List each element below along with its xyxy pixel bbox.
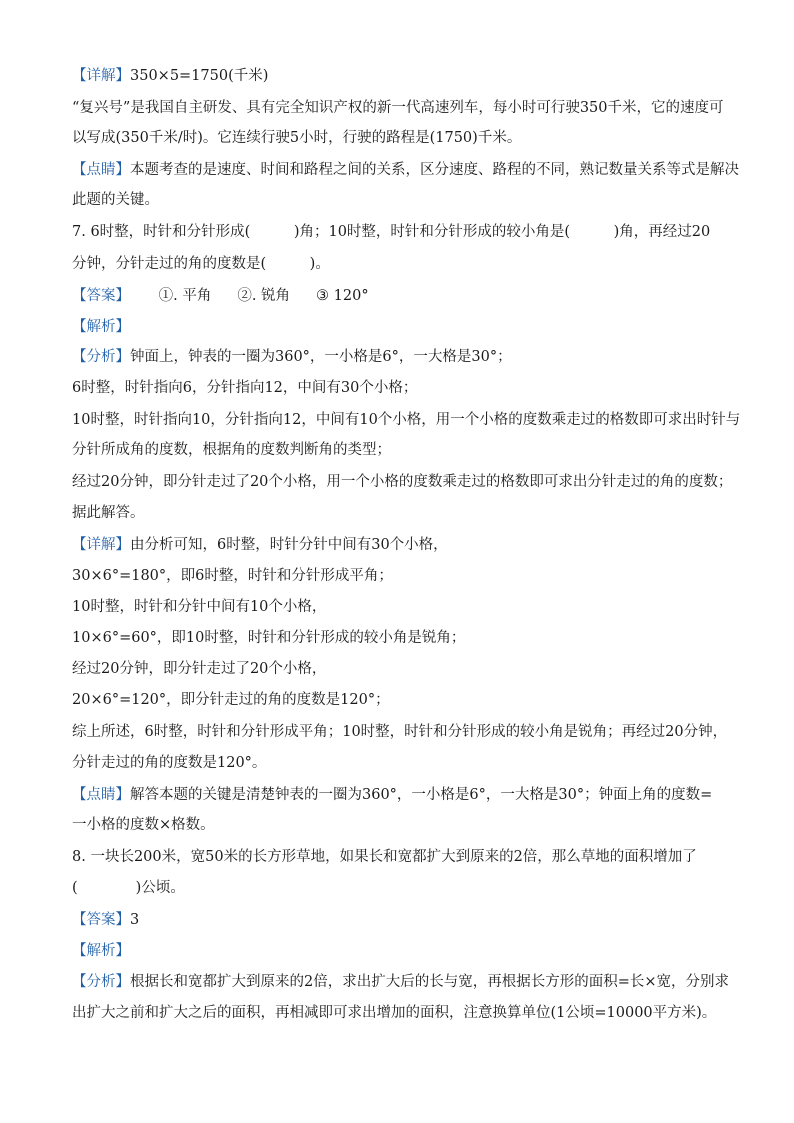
comment-label: 【点睛】 <box>72 787 130 803</box>
q7-fenxi-line-2: 6时整，时针指向6，分针指向12，中间有30个小格； <box>72 380 418 396</box>
q7-fenxi-line-4: 分针所成角的度数，根据角的度数判断角的类型； <box>72 442 391 458</box>
q7-detail-line-8: 分针走过的角的度数是120°。 <box>72 755 267 771</box>
q7-detail-line-7: 综上所述，6时整，时针和分针形成平角；10时整，时针和分针形成的较小角是锐角；再经过20分钟， <box>72 724 728 740</box>
fenxi-text: 根据长和宽都扩大到原来的2倍，求出扩大后的长与宽，再根据长方形的面积=长×宽，分别求 <box>130 974 730 990</box>
answer-items <box>159 288 395 304</box>
q7-fenxi-line-5: 经过20分钟，即分针走过了20个小格，用一个小格的度数乘走过的格数即可求出分针走过的角的度数； <box>72 474 733 490</box>
fenxi-label: 【分析】 <box>72 974 130 990</box>
comment-text: 解答本题的关键是清楚钟表的一圈为360°，一小格是6°，一大格是30°；钟面上角的度数= <box>130 787 713 803</box>
q6-text-line-2: 以写成(350千米/时)。它连续行驶5小时，行驶的路程是(1750)千米。 <box>72 130 522 146</box>
comment-label: 【点睛】 <box>72 162 130 178</box>
q7-question-line-2: 分钟，分针走过的角的度数是( )。 <box>72 256 330 272</box>
q7-detail-line-2: 30×6°=180°，即6时整，时针和分针形成平角； <box>72 568 393 584</box>
q7-detail-line-6: 20×6°=120°，即分针走过的角的度数是120°； <box>72 692 390 708</box>
q7-question-line-1: 7. 6时整，时针和分针形成( )角；10时整，时针和分针形成的较小角是( )角，再经过20 <box>72 224 711 240</box>
q7-comment-line-1 <box>72 785 732 805</box>
q7-detail-line-1 <box>72 535 732 555</box>
q6-comment-line-1 <box>72 160 739 180</box>
fenxi-text: 钟面上，钟表的一圈为360°，一小格是6°，一大格是30°； <box>130 349 512 365</box>
detail-text: 350×5=1750(千米) <box>130 68 269 84</box>
q8-analysis-label: 【解析】 <box>72 943 130 959</box>
fenxi-label: 【分析】 <box>72 349 130 365</box>
answer-value: 3 <box>130 912 140 928</box>
q7-fenxi-line-1 <box>72 347 732 367</box>
detail-label: 【详解】 <box>72 537 130 553</box>
answer-label: 【答案】 <box>72 288 130 304</box>
q7-detail-line-4: 10×6°=60°，即10时整，时针和分针形成的较小角是锐角； <box>72 630 466 646</box>
q7-detail-line-3: 10时整，时针和分针中间有10个小格， <box>72 599 327 615</box>
detail-text: 由分析可知，6时整，时针分针中间有30个小格， <box>130 537 448 553</box>
q6-detail-line <box>72 66 732 86</box>
q8-question-line-2: ( )公顷。 <box>72 880 185 896</box>
q6-text-line-1: “复兴号”是我国自主研发、具有完全知识产权的新一代高速列车，每小时可行驶350千米，它的速度可 <box>72 100 724 116</box>
answer-item: ②. 锐角 <box>237 288 291 304</box>
q8-answer-line <box>72 910 732 930</box>
q6-comment-line-2: 此题的关键。 <box>72 192 159 208</box>
answer-item: ③ 120° <box>316 288 369 304</box>
q7-comment-line-2: 一小格的度数×格数。 <box>72 817 215 833</box>
q8-question-line-1: 8. 一块长200米，宽50米的长方形草地，如果长和宽都扩大到原来的2倍，那么草地的面积增加了 <box>72 849 697 865</box>
q8-fenxi-line-1 <box>72 972 732 992</box>
q7-analysis-label: 【解析】 <box>72 319 130 335</box>
comment-text: 本题考查的是速度、时间和路程之间的关系，区分速度、路程的不同，熟记数量关系等式是解决 <box>130 162 739 178</box>
q7-fenxi-line-3: 10时整，时针指向10，分针指向12，中间有10个小格，用一个小格的度数乘走过的格数即可求出时针与 <box>72 412 741 428</box>
q7-fenxi-line-6: 据此解答。 <box>72 505 145 521</box>
answer-item: ①. 平角 <box>158 288 212 304</box>
q7-answer-line <box>72 286 732 306</box>
q7-detail-line-5: 经过20分钟，即分针走过了20个小格， <box>72 661 327 677</box>
q8-fenxi-line-2: 出扩大之前和扩大之后的面积，再相减即可求出增加的面积，注意换算单位(1公顷=10000平方米)。 <box>72 1005 717 1021</box>
answer-label: 【答案】 <box>72 912 130 928</box>
detail-label: 【详解】 <box>72 68 130 84</box>
